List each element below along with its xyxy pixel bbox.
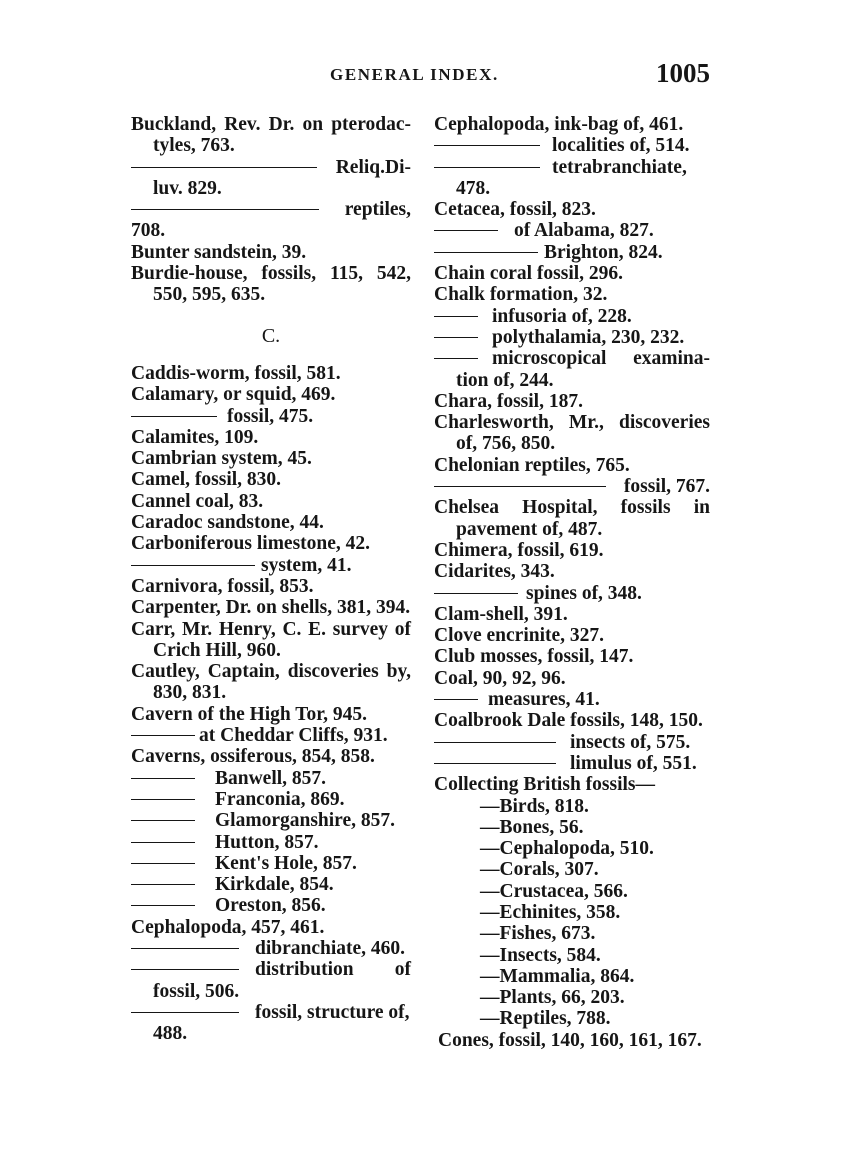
index-continuation: 708. xyxy=(131,220,166,242)
index-subentry: polythalamia, 230, 232. xyxy=(434,327,710,348)
index-subentry: microscopical examina- xyxy=(434,348,710,369)
index-entry: Chalk formation, 32. xyxy=(434,284,608,306)
index-entry: Collecting British fossils— xyxy=(434,774,656,796)
index-subentry: Banwell, 857. xyxy=(131,768,411,789)
index-entry: Cephalopoda, ink-bag of, 461. xyxy=(434,114,684,135)
index-entry: Cones, fossil, 140, 160, 161, 167. xyxy=(438,1029,702,1051)
index-subentry: —Cephalopoda, 510. xyxy=(480,838,654,860)
index-entry: Caddis-worm, fossil, 581. xyxy=(131,362,341,384)
index-entry: Cautley, Captain, discoveries by, 830, 831. xyxy=(131,661,411,704)
index-subentry: —Mammalia, 864. xyxy=(480,965,635,987)
ditto-rule xyxy=(131,969,239,970)
index-subentry: at Cheddar Cliffs, 931. xyxy=(131,725,411,746)
index-entry: Cambrian system, 45. xyxy=(131,448,312,470)
index-entry: Coalbrook Dale fossils, 148, 150. xyxy=(434,710,703,732)
index-entry: Carboniferous limestone, 42. xyxy=(131,533,371,555)
index-continuation: fossil, 506. xyxy=(153,980,240,1002)
index-entry: Club mosses, fossil, 147. xyxy=(434,646,634,668)
index-subentry: —Echinites, 358. xyxy=(480,901,621,923)
index-subentry: —Insects, 584. xyxy=(480,944,601,966)
index-subentry: limulus of, 551. xyxy=(434,753,710,774)
index-entry: Carr, Mr. Henry, C. E. survey of Crich Hill, 960. xyxy=(131,618,411,661)
index-subentry: Franconia, 869. xyxy=(131,789,411,810)
ditto-rule xyxy=(131,735,195,736)
index-entry: Burdie-house, fossils, 115, 542, 550, 595, 635. xyxy=(131,263,411,306)
index-continuation: 488. xyxy=(153,1023,188,1045)
index-subentry: Glamorganshire, 857. xyxy=(131,810,411,831)
index-subentry: Kent's Hole, 857. xyxy=(131,853,411,874)
ditto-rule xyxy=(434,358,478,359)
index-entry: Cephalopoda, 457, 461. xyxy=(131,916,325,938)
index-subentry: —Reptiles, 788. xyxy=(480,1008,611,1030)
index-entry: Cannel coal, 83. xyxy=(131,490,264,512)
index-entry: Carpenter, Dr. on shells, 381, 394. xyxy=(131,597,411,619)
index-subentry: measures, 41. xyxy=(434,689,710,710)
ditto-rule xyxy=(434,230,498,231)
index-subentry: Hutton, 857. xyxy=(131,832,411,853)
ditto-rule xyxy=(434,742,556,743)
index-entry: Caradoc sandstone, 44. xyxy=(131,512,324,534)
index-subentry: —Corals, 307. xyxy=(480,859,599,881)
index-entry: Clam-shell, 391. xyxy=(434,603,568,625)
index-subentry: insects of, 575. xyxy=(434,732,710,753)
ditto-rule xyxy=(434,167,540,168)
index-entry: Carnivora, fossil, 853. xyxy=(131,575,314,597)
index-subentry: fossil, structure of, xyxy=(131,1002,411,1023)
index-subentry: distribution of xyxy=(131,959,411,980)
ditto-rule xyxy=(434,763,556,764)
ditto-rule xyxy=(131,167,317,168)
index-entry: Coal, 90, 92, 96. xyxy=(434,667,566,689)
index-subentry: Kirkdale, 854. xyxy=(131,874,411,895)
ditto-rule xyxy=(434,316,478,317)
index-entry: Camel, fossil, 830. xyxy=(131,469,282,491)
index-entry: Cidarites, 343. xyxy=(434,561,555,583)
index-subentry: reptiles, xyxy=(131,199,411,220)
index-subentry: fossil, 475. xyxy=(131,406,411,427)
ditto-rule xyxy=(131,1012,239,1013)
ditto-rule xyxy=(131,799,195,800)
index-continuation: luv. 829. xyxy=(153,177,222,199)
ditto-rule xyxy=(434,699,478,700)
index-entry: Charlesworth, Mr., discoveries of, 756, 850. xyxy=(434,412,710,455)
page-number: 1005 xyxy=(656,58,710,88)
index-entry: Buckland, Rev. Dr. on pterodac-tyles, 763. xyxy=(131,114,411,157)
index-subentry: of Alabama, 827. xyxy=(434,220,710,241)
ditto-rule xyxy=(434,593,518,594)
index-entry: Cavern of the High Tor, 945. xyxy=(131,703,368,725)
index-column-left xyxy=(131,114,411,1044)
ditto-rule xyxy=(131,416,217,417)
index-subentry: infusoria of, 228. xyxy=(434,306,710,327)
index-subentry: —Bones, 56. xyxy=(480,816,584,838)
index-entry: Caverns, ossiferous, 854, 858. xyxy=(131,746,375,768)
index-entry: Chimera, fossil, 619. xyxy=(434,539,604,561)
index-continuation: tion of, 244. xyxy=(456,369,554,391)
index-entry: Bunter sandstein, 39. xyxy=(131,241,307,263)
index-subentry: tetrabranchiate, xyxy=(434,157,710,178)
index-subentry: localities of, 514. xyxy=(434,135,710,156)
index-subentry: system, 41. xyxy=(131,555,411,576)
ditto-rule xyxy=(434,337,478,338)
ditto-rule xyxy=(131,778,195,779)
ditto-rule xyxy=(434,486,606,487)
ditto-rule xyxy=(434,252,538,253)
index-entry: Chelsea Hospital, fossils in pavement of, 487. xyxy=(434,497,710,540)
index-entry: Clove encrinite, 327. xyxy=(434,625,605,647)
ditto-rule xyxy=(131,820,195,821)
ditto-rule xyxy=(131,209,319,210)
index-subentry: —Plants, 66, 203. xyxy=(480,987,625,1009)
index-entry: Chara, fossil, 187. xyxy=(434,390,583,412)
index-subentry: fossil, 767. xyxy=(434,476,710,497)
running-head xyxy=(0,58,850,92)
index-subentry: Reliq.Di- xyxy=(131,157,411,178)
index-subentry: Oreston, 856. xyxy=(131,895,411,916)
index-entry: Cetacea, fossil, 823. xyxy=(434,199,596,221)
ditto-rule xyxy=(131,842,195,843)
section-letter: C. xyxy=(261,324,281,347)
running-head-title: GENERAL INDEX. xyxy=(330,65,499,84)
collecting-subentries xyxy=(434,796,710,1030)
index-entry: Calamary, or squid, 469. xyxy=(131,384,336,406)
caverns-subentries xyxy=(131,768,411,917)
index-entry: Chain coral fossil, 296. xyxy=(434,263,624,285)
ditto-rule xyxy=(131,905,195,906)
ditto-rule xyxy=(131,565,255,566)
index-subentry: —Crustacea, 566. xyxy=(480,880,628,902)
index-subentry: dibranchiate, 460. xyxy=(131,938,411,959)
index-subentry: —Birds, 818. xyxy=(480,795,589,817)
index-subentry: Brighton, 824. xyxy=(434,242,710,263)
ditto-rule xyxy=(131,884,195,885)
index-entry: Calamites, 109. xyxy=(131,426,259,448)
index-subentry: —Fishes, 673. xyxy=(480,923,596,945)
index-entry: Chelonian reptiles, 765. xyxy=(434,454,630,476)
index-continuation: 478. xyxy=(456,177,491,199)
ditto-rule xyxy=(131,948,239,949)
ditto-rule xyxy=(434,145,540,146)
index-column-right xyxy=(434,114,710,1051)
index-subentry: spines of, 348. xyxy=(434,583,710,604)
ditto-rule xyxy=(131,863,195,864)
